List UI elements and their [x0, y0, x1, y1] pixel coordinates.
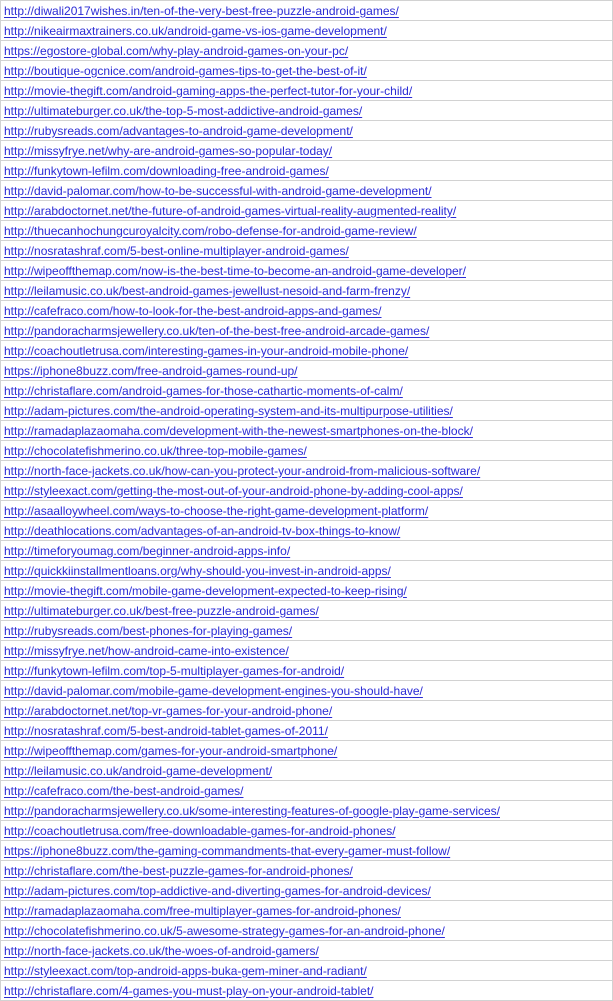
table-row [1, 61, 613, 81]
url-cell [1, 281, 613, 301]
url-cell [1, 701, 613, 721]
table-row [1, 21, 613, 41]
table-row [1, 221, 613, 241]
url-cell [1, 81, 613, 101]
url-link[interactable]: http://styleexact.com/getting-the-most-out-of-your-android-phone-by-adding-cool-apps/ [4, 483, 463, 498]
url-cell [1, 601, 613, 621]
url-link[interactable]: http://arabdoctornet.net/the-future-of-android-games-virtual-reality-augmented-reality/ [4, 203, 457, 218]
table-row [1, 901, 613, 921]
url-cell [1, 141, 613, 161]
url-link[interactable]: http://adam-pictures.com/the-android-operating-system-and-its-multipurpose-utilities/ [4, 403, 453, 418]
url-link[interactable]: http://quickkiinstallmentloans.org/why-should-you-invest-in-android-apps/ [4, 563, 391, 578]
table-row [1, 161, 613, 181]
url-cell [1, 401, 613, 421]
url-link[interactable]: http://north-face-jackets.co.uk/the-woes-of-android-gamers/ [4, 943, 319, 958]
url-cell [1, 781, 613, 801]
url-cell [1, 121, 613, 141]
url-cell [1, 941, 613, 961]
table-row [1, 81, 613, 101]
url-cell [1, 861, 613, 881]
table-row [1, 981, 613, 1001]
table-row [1, 461, 613, 481]
url-cell [1, 341, 613, 361]
table-row [1, 441, 613, 461]
url-list-body [1, 1, 613, 1001]
url-cell [1, 501, 613, 521]
url-cell [1, 301, 613, 321]
url-link[interactable]: http://david-palomar.com/mobile-game-development-engines-you-should-have/ [4, 683, 423, 698]
url-cell [1, 921, 613, 941]
url-link[interactable]: http://adam-pictures.com/top-addictive-and-diverting-games-for-android-devices/ [4, 883, 431, 898]
url-link[interactable]: http://christaflare.com/4-games-you-must-play-on-your-android-tablet/ [4, 983, 374, 998]
url-link[interactable]: http://movie-thegift.com/mobile-game-development-expected-to-keep-rising/ [4, 583, 407, 598]
url-cell [1, 521, 613, 541]
url-cell [1, 61, 613, 81]
table-row [1, 321, 613, 341]
url-cell [1, 361, 613, 381]
table-row [1, 341, 613, 361]
url-link[interactable]: http://pandoracharmsjewellery.co.uk/ten-of-the-best-free-android-arcade-games/ [4, 323, 430, 338]
table-row [1, 561, 613, 581]
url-cell [1, 101, 613, 121]
url-cell [1, 21, 613, 41]
url-cell [1, 961, 613, 981]
url-link[interactable]: http://arabdoctornet.net/top-vr-games-for-your-android-phone/ [4, 703, 333, 718]
table-row [1, 821, 613, 841]
url-cell [1, 421, 613, 441]
url-cell [1, 561, 613, 581]
url-cell [1, 381, 613, 401]
url-cell [1, 201, 613, 221]
url-link[interactable]: http://missyfrye.net/why-are-android-games-so-popular-today/ [4, 143, 333, 158]
url-link[interactable]: http://deathlocations.com/advantages-of-an-android-tv-box-things-to-know/ [4, 523, 401, 538]
table-row [1, 1, 613, 21]
table-row [1, 801, 613, 821]
url-link[interactable]: http://rubysreads.com/best-phones-for-playing-games/ [4, 623, 293, 638]
table-row [1, 241, 613, 261]
table-row [1, 721, 613, 741]
table-row [1, 41, 613, 61]
table-row [1, 361, 613, 381]
table-row [1, 861, 613, 881]
url-cell [1, 581, 613, 601]
table-row [1, 521, 613, 541]
table-row [1, 601, 613, 621]
url-link[interactable]: http://ramadaplazaomaha.com/free-multiplayer-games-for-android-phones/ [4, 903, 401, 918]
url-link[interactable]: http://diwali2017wishes.in/ten-of-the-very-best-free-puzzle-android-games/ [4, 3, 399, 18]
url-link[interactable]: http://coachoutletrusa.com/interesting-games-in-your-android-mobile-phone/ [4, 343, 409, 358]
url-link[interactable]: http://wipeoffthemap.com/now-is-the-best-time-to-become-an-android-game-developer/ [4, 263, 466, 278]
table-row [1, 121, 613, 141]
url-cell [1, 621, 613, 641]
url-link[interactable]: http://funkytown-lefilm.com/top-5-multiplayer-games-for-android/ [4, 663, 345, 678]
url-link[interactable]: http://nikeairmaxtrainers.co.uk/android-game-vs-ios-game-development/ [4, 23, 387, 38]
url-link[interactable]: http://missyfrye.net/how-android-came-into-existence/ [4, 643, 289, 658]
url-cell [1, 741, 613, 761]
url-link[interactable]: http://christaflare.com/android-games-for-those-cathartic-moments-of-calm/ [4, 383, 403, 398]
url-link[interactable]: http://north-face-jackets.co.uk/how-can-you-protect-your-android-from-malicious-software/ [4, 463, 481, 478]
table-row [1, 741, 613, 761]
url-link[interactable]: http://wipeoffthemap.com/games-for-your-android-smartphone/ [4, 743, 338, 758]
url-link[interactable]: http://styleexact.com/top-android-apps-buka-gem-miner-and-radiant/ [4, 963, 367, 978]
url-cell [1, 241, 613, 261]
url-link[interactable]: http://asaalloywheel.com/ways-to-choose-the-right-game-development-platform/ [4, 503, 429, 518]
url-cell [1, 221, 613, 241]
url-cell [1, 841, 613, 861]
url-link[interactable]: http://timeforyoumag.com/beginner-android-apps-info/ [4, 543, 291, 558]
url-link[interactable]: http://ramadaplazaomaha.com/development-with-the-newest-smartphones-on-the-block/ [4, 423, 473, 438]
table-row [1, 921, 613, 941]
table-row [1, 201, 613, 221]
url-link[interactable]: http://nosratashraf.com/5-best-online-multiplayer-android-games/ [4, 243, 349, 258]
url-cell [1, 641, 613, 661]
url-cell [1, 901, 613, 921]
table-row [1, 841, 613, 861]
url-cell [1, 981, 613, 1001]
table-row [1, 141, 613, 161]
table-row [1, 881, 613, 901]
table-row [1, 641, 613, 661]
url-link[interactable]: http://chocolatefishmerino.co.uk/three-top-mobile-games/ [4, 443, 307, 458]
table-row [1, 581, 613, 601]
url-cell [1, 481, 613, 501]
url-link[interactable]: http://chocolatefishmerino.co.uk/5-awesome-strategy-games-for-an-android-phone/ [4, 923, 445, 938]
table-row [1, 101, 613, 121]
url-cell [1, 541, 613, 561]
table-row [1, 281, 613, 301]
table-row [1, 301, 613, 321]
url-link[interactable]: http://christaflare.com/the-best-puzzle-games-for-android-phones/ [4, 863, 353, 878]
url-link[interactable]: http://leilamusic.co.uk/best-android-games-jewellust-nesoid-and-farm-frenzy/ [4, 283, 411, 298]
url-cell [1, 821, 613, 841]
table-row [1, 961, 613, 981]
table-row [1, 781, 613, 801]
url-cell [1, 721, 613, 741]
table-row [1, 941, 613, 961]
url-link[interactable]: http://cafefraco.com/how-to-look-for-the-best-android-apps-and-games/ [4, 303, 382, 318]
table-row [1, 381, 613, 401]
url-link[interactable]: http://movie-thegift.com/android-gaming-apps-the-perfect-tutor-for-your-child/ [4, 83, 413, 98]
url-cell [1, 801, 613, 821]
table-row [1, 661, 613, 681]
url-cell [1, 161, 613, 181]
url-link[interactable]: http://cafefraco.com/the-best-android-games/ [4, 783, 244, 798]
table-row [1, 621, 613, 641]
url-link[interactable]: https://iphone8buzz.com/the-gaming-commandments-that-every-gamer-must-follow/ [4, 843, 451, 858]
url-link[interactable]: http://coachoutletrusa.com/free-downloadable-games-for-android-phones/ [4, 823, 396, 838]
url-cell [1, 681, 613, 701]
table-row [1, 761, 613, 781]
table-row [1, 261, 613, 281]
url-cell [1, 181, 613, 201]
table-row [1, 401, 613, 421]
url-link[interactable]: https://egostore-global.com/why-play-android-games-on-your-pc/ [4, 43, 349, 58]
url-link[interactable]: http://rubysreads.com/advantages-to-android-game-development/ [4, 123, 353, 138]
url-link[interactable]: https://iphone8buzz.com/free-android-games-round-up/ [4, 363, 298, 378]
url-cell [1, 761, 613, 781]
url-link[interactable]: http://nosratashraf.com/5-best-android-tablet-games-of-2011/ [4, 723, 328, 738]
url-link[interactable]: http://ultimateburger.co.uk/best-free-puzzle-android-games/ [4, 603, 319, 618]
table-row [1, 421, 613, 441]
url-link[interactable]: http://funkytown-lefilm.com/downloading-free-android-games/ [4, 163, 329, 178]
table-row [1, 181, 613, 201]
url-cell [1, 661, 613, 681]
url-cell [1, 441, 613, 461]
table-row [1, 681, 613, 701]
table-row [1, 481, 613, 501]
url-link[interactable]: http://david-palomar.com/how-to-be-successful-with-android-game-development/ [4, 183, 432, 198]
url-link[interactable]: http://thuecanhochungcuroyalcity.com/robo-defense-for-android-game-review/ [4, 223, 417, 238]
url-link[interactable]: http://ultimateburger.co.uk/the-top-5-most-addictive-android-games/ [4, 103, 363, 118]
url-cell [1, 261, 613, 281]
table-row [1, 501, 613, 521]
table-row [1, 701, 613, 721]
table-row [1, 541, 613, 561]
url-cell [1, 321, 613, 341]
url-cell [1, 41, 613, 61]
url-link[interactable]: http://leilamusic.co.uk/android-game-development/ [4, 763, 273, 778]
url-cell [1, 461, 613, 481]
url-cell [1, 881, 613, 901]
url-link[interactable]: http://pandoracharmsjewellery.co.uk/some-interesting-features-of-google-play-game-services/ [4, 803, 500, 818]
url-link[interactable]: http://boutique-ogcnice.com/android-games-tips-to-get-the-best-of-it/ [4, 63, 367, 78]
url-cell [1, 1, 613, 21]
